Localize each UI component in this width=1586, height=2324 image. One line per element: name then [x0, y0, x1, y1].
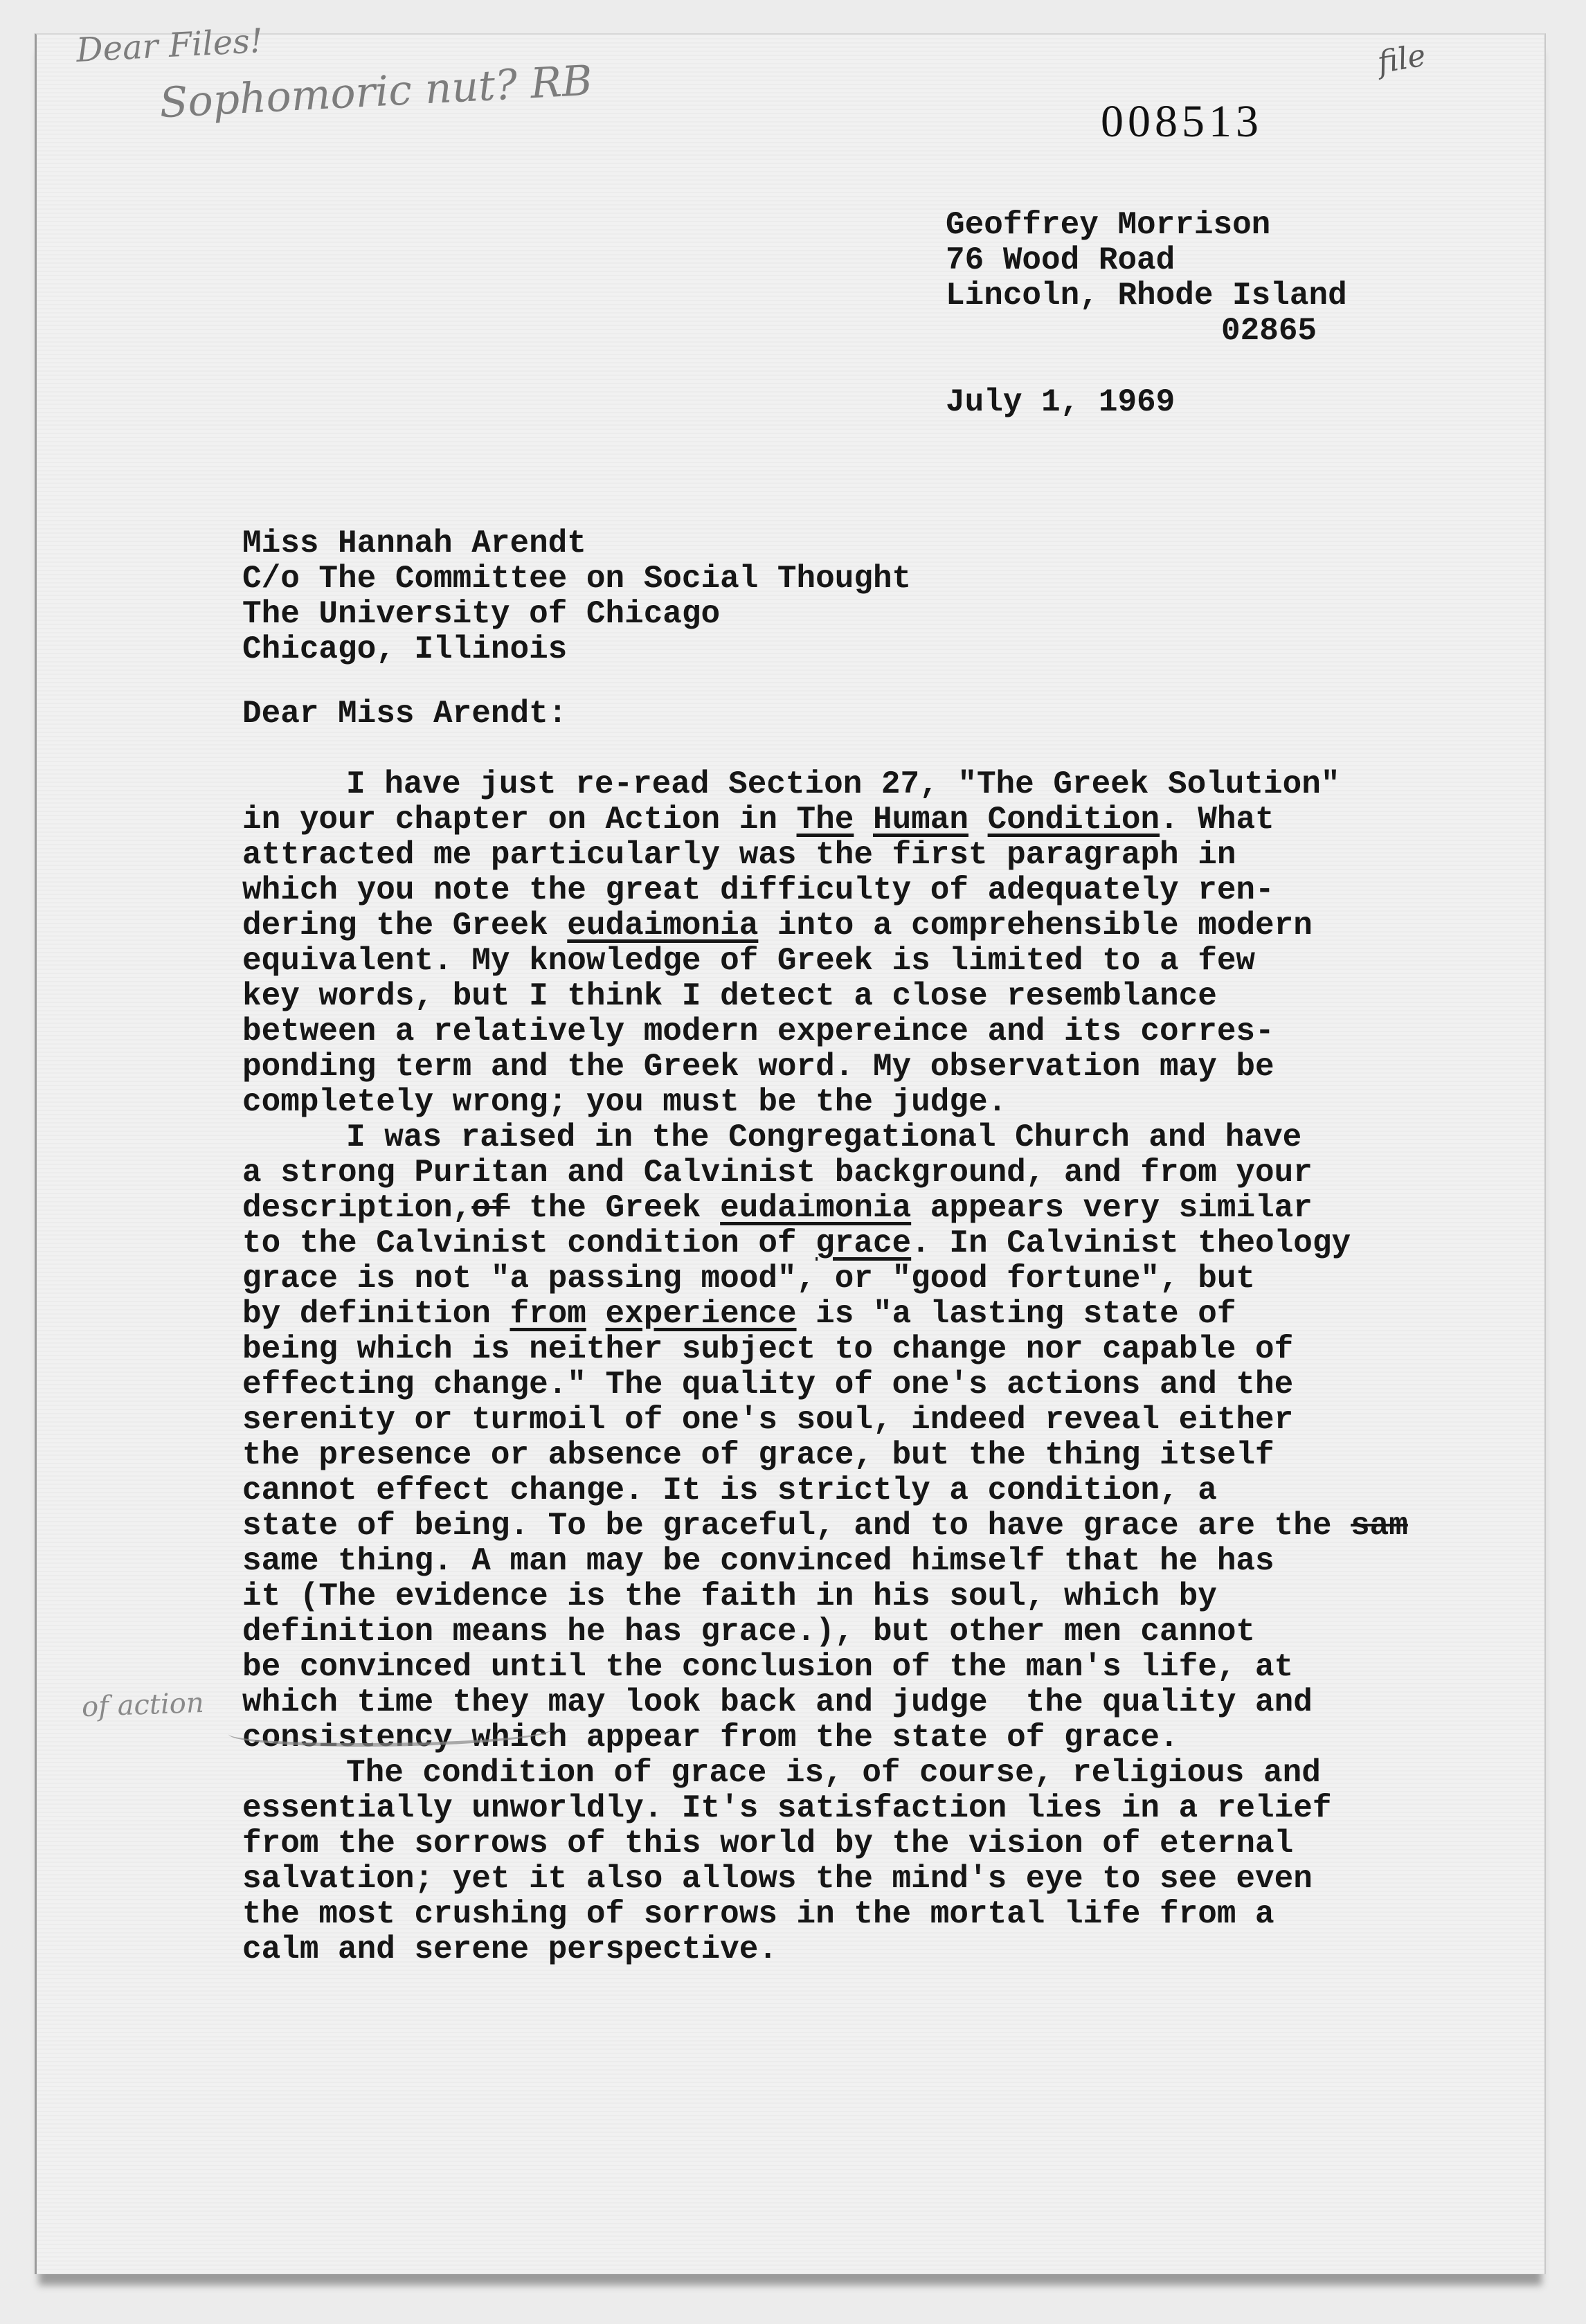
- body-text: which time they may look back and judge the quality and: [242, 1684, 1313, 1720]
- body-line: [242, 1120, 1408, 1155]
- body-text: I have just re-read Section 27, "The Greek Solution": [346, 766, 1340, 802]
- body-text: equivalent. My knowledge of Greek is limited to a few: [242, 943, 1256, 979]
- body-text: be convinced until the conclusion of the man's life, at: [242, 1649, 1294, 1685]
- body-line: [242, 1826, 1408, 1862]
- body-line: [242, 1261, 1408, 1297]
- body-line: [242, 1614, 1408, 1650]
- body-line: [242, 1791, 1408, 1826]
- recipient-address-block: [242, 526, 911, 667]
- document-number: 008513: [1101, 96, 1263, 147]
- body-line: [242, 1155, 1408, 1191]
- salutation: Dear Miss Arendt:: [242, 696, 568, 732]
- body-text: appears very similar: [911, 1190, 1313, 1226]
- underlined-text: Condition: [987, 802, 1160, 838]
- body-line: [242, 1862, 1408, 1897]
- sender-zip: 02865: [1221, 313, 1317, 349]
- body-text: effecting change." The quality of one's actions and the: [242, 1367, 1294, 1403]
- underlined-text: experience: [605, 1296, 797, 1332]
- body-text: attracted me particularly was the first paragraph in: [242, 837, 1236, 873]
- body-text: calm and serene perspective.: [242, 1931, 777, 1967]
- handwritten-note-comment: Sophomoric nut? RB: [158, 56, 594, 128]
- underlined-text: grace: [815, 1225, 912, 1261]
- body-line: [242, 802, 1408, 838]
- handwritten-note-dear-files: Dear Files!: [75, 21, 264, 71]
- body-line: [242, 1297, 1408, 1332]
- body-text: . What: [1160, 802, 1274, 838]
- body-text: dering the Greek: [242, 908, 568, 944]
- body-text: grace is not "a passing mood", or "good fortune", but: [242, 1261, 1256, 1297]
- body-text: it (The evidence is the faith in his soul, which by: [242, 1578, 1217, 1614]
- body-line: [242, 1897, 1408, 1932]
- body-line: [242, 908, 1408, 944]
- body-text: The condition of grace is, of course, religious and: [346, 1755, 1321, 1791]
- underlined-text: Human: [872, 802, 968, 838]
- body-line: [242, 1403, 1408, 1438]
- body-text: serenity or turmoil of one's soul, indeed reveal either: [242, 1402, 1294, 1438]
- handwritten-margin-note: of action: [81, 1686, 205, 1724]
- recipient-name: Miss Hannah Arendt: [242, 525, 586, 561]
- body-text: I was raised in the Congregational Church and have: [346, 1119, 1302, 1155]
- recipient-line-2: C/o The Committee on Social Thought: [242, 561, 912, 597]
- underlined-text: from: [510, 1296, 586, 1332]
- body-line: [242, 1226, 1408, 1261]
- body-text: [586, 1296, 606, 1332]
- body-line: [242, 1367, 1408, 1403]
- body-text: cannot effect change. It is strictly a condition, a: [242, 1472, 1217, 1508]
- body-line: [242, 1473, 1408, 1508]
- underlined-text: The: [796, 802, 854, 838]
- body-line: [242, 1756, 1408, 1791]
- body-text: into a comprehensible modern: [758, 908, 1313, 944]
- body-text: same thing. A man may be convinced himself that he has: [242, 1543, 1274, 1579]
- body-text: the presence or absence of grace, but the thing itself: [242, 1437, 1274, 1473]
- body-text: being which is neither subject to change nor capable of: [242, 1331, 1294, 1367]
- body-text: the Greek: [510, 1190, 721, 1226]
- body-text: by definition: [242, 1296, 510, 1332]
- body-text: in your chapter on Action in: [242, 802, 797, 838]
- body-text: salvation; yet it also allows the mind's eye to see even: [242, 1861, 1313, 1897]
- recipient-line-3: The University of Chicago: [242, 596, 721, 632]
- letter-body: [242, 767, 1408, 1967]
- body-line: [242, 1014, 1408, 1050]
- body-line: [242, 1050, 1408, 1085]
- recipient-line-4: Chicago, Illinois: [242, 631, 568, 667]
- sender-city-state: Lincoln, Rhode Island: [946, 278, 1347, 314]
- body-text: is "a lasting state of: [796, 1296, 1236, 1332]
- body-line: [242, 1438, 1408, 1473]
- body-line: [242, 1544, 1408, 1579]
- body-line: [242, 1579, 1408, 1614]
- struck-text: sam: [1351, 1508, 1408, 1544]
- body-line: [242, 873, 1408, 908]
- body-text: definition means he has grace.), but other men cannot: [242, 1614, 1256, 1650]
- body-text: key words, but I think I detect a close resemblance: [242, 978, 1217, 1014]
- body-line: [242, 1508, 1408, 1544]
- body-text: a strong Puritan and Calvinist background, and from your: [242, 1155, 1313, 1191]
- body-text: to the Calvinist condition of: [242, 1225, 816, 1261]
- body-text: completely wrong; you must be the judge.: [242, 1084, 1007, 1120]
- body-line: [242, 767, 1408, 802]
- body-text: [968, 802, 988, 838]
- body-line: [242, 944, 1408, 979]
- body-text: the most crushing of sorrows in the mortal life from a: [242, 1896, 1274, 1932]
- body-text: consistency which appear from the state of grace.: [242, 1720, 1179, 1756]
- body-text: state of being. To be graceful, and to have grace are the: [242, 1508, 1351, 1544]
- body-line: [242, 1332, 1408, 1367]
- sender-address-block: [946, 208, 1347, 349]
- body-text: between a relatively modern expereince and its corres-: [242, 1014, 1274, 1050]
- body-text: essentially unworldly. It's satisfaction lies in a relief: [242, 1790, 1332, 1826]
- handwritten-note-file: file: [1375, 37, 1429, 81]
- body-text: description,: [242, 1190, 472, 1226]
- body-line: [242, 1085, 1408, 1120]
- body-line: [242, 1932, 1408, 1967]
- body-line: [242, 1191, 1408, 1226]
- body-line: [242, 1650, 1408, 1685]
- underlined-text: eudaimonia: [720, 1190, 912, 1226]
- body-text: which you note the great difficulty of adequately ren-: [242, 872, 1274, 908]
- sender-street: 76 Wood Road: [946, 242, 1175, 278]
- sender-name: Geoffrey Morrison: [946, 207, 1271, 243]
- body-text: ponding term and the Greek word. My observation may be: [242, 1049, 1274, 1085]
- body-text: . In Calvinist theology: [911, 1225, 1351, 1261]
- struck-text: of: [471, 1190, 510, 1226]
- body-line: [242, 838, 1408, 873]
- body-text: from the sorrows of this world by the vision of eternal: [242, 1826, 1294, 1862]
- body-line: [242, 979, 1408, 1014]
- body-text: [854, 802, 873, 838]
- letter-date: July 1, 1969: [946, 384, 1175, 420]
- underlined-text: eudaimonia: [567, 908, 759, 944]
